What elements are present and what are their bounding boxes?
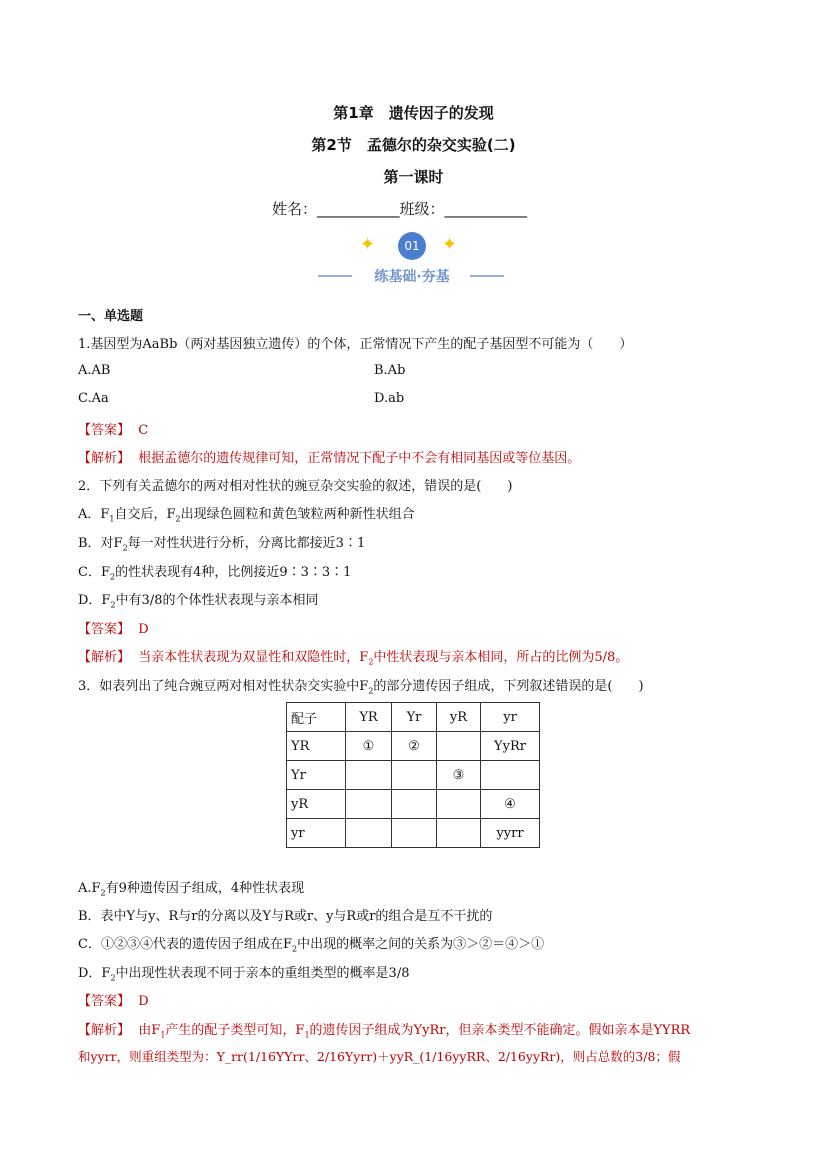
q2-option-c: C．$F_2$的性状表现有4种，比例接近9∶3∶3∶1	[78, 565, 352, 582]
q1-stem: 1.基因型为AaBb（两对基因独立遗传）的个体，正常情况下产生的配子基因型不可能为（ ）	[78, 337, 633, 352]
table-row	[287, 790, 540, 819]
q3-option-b: B．表中Y与y、R与r的分离以及Y与R或r、y与R或r的组合是互不干扰的	[78, 909, 493, 924]
name-label: 姓名：	[272, 200, 318, 218]
class-field[interactable]: ___________	[444, 200, 528, 218]
q2-stem: 2．下列有关孟德尔的两对相对性状的豌豆杂交实验的叙述，错误的是( )	[78, 479, 513, 494]
q3-option-a: $A.F_2$有9种遗传因子组成，4种性状表现	[78, 881, 305, 898]
table-cell	[392, 761, 437, 790]
table-cell: Yr	[392, 703, 437, 732]
q3-option-c: C．①②③④代表的遗传因子组成在$F_2$中出现的概率之间的关系为③＞②＝④＞①	[78, 937, 545, 954]
q2-answer: 【答案】 D	[78, 622, 149, 637]
table-cell	[392, 790, 437, 819]
table-row	[287, 703, 540, 732]
table-cell	[437, 732, 481, 761]
q1-option-b: B.Ab	[374, 363, 406, 378]
q1-answer	[78, 419, 148, 438]
table-cell	[346, 790, 392, 819]
table-cell: ④	[481, 790, 540, 819]
section-title: 第2节 孟德尔的杂交实验(二)	[311, 136, 516, 154]
table-cell: yr	[481, 703, 540, 732]
banner-text: 练基础·夯基	[374, 269, 450, 285]
banner-number-badge: 01	[398, 232, 426, 260]
table-cell: yr	[287, 819, 346, 848]
table-row	[287, 761, 540, 790]
q3-stem: 3．如表列出了纯合豌豆两对相对性状杂交实验中$F_2$的部分遗传因子组成，下列叙述错误的是( )	[78, 679, 644, 696]
divider	[470, 275, 504, 277]
q2-option-a: A．$F_1$自交后，$F_2$出现绿色圆粒和黄色皱粒两种新性状组合	[78, 507, 415, 524]
answer-label: 【答案】	[78, 423, 131, 438]
q3-analysis-line1: 【解析】 由$F_1$产生的配子类型可知，$F_1$的遗传因子组成为YyRr，但亲本类型不能确定。假如亲本是YYRR	[78, 1023, 691, 1040]
table-cell	[392, 819, 437, 848]
q3-analysis-line2: 和yyrr，则重组类型为：Y_rr(1/16YYrr、2/16Yyrr)＋yyR_(1/16yyRR、2/16yyRr)，则占总数的3/8；假	[78, 1049, 681, 1064]
table-row	[287, 819, 540, 848]
lesson-title: 第一课时	[383, 168, 444, 186]
table-cell: YR	[346, 703, 392, 732]
q1-analysis	[78, 447, 580, 466]
q2-analysis: 【解析】 当亲本性状表现为双显性和双隐性时，$F_2$中性状表现与亲本相同，所占的比例为5/8。	[78, 650, 629, 667]
table-cell	[346, 761, 392, 790]
divider	[318, 275, 352, 277]
q3-option-d: D．$F_2$中出现性状表现不同于亲本的重组类型的概率是3/8	[78, 966, 410, 983]
q3-answer: 【答案】 D	[78, 994, 149, 1009]
section-banner	[310, 232, 510, 288]
table-cell: YR	[287, 732, 346, 761]
table-cell: ①	[346, 732, 392, 761]
q1-option-a: A.AB	[78, 363, 111, 378]
section-heading: 一、单选题	[78, 309, 144, 324]
table-cell: yR	[287, 790, 346, 819]
name-field[interactable]: ___________	[317, 200, 400, 218]
chapter-title: 第1章 遗传因子的发现	[333, 104, 494, 122]
table-cell	[437, 790, 481, 819]
table-cell: ②	[392, 732, 437, 761]
star-icon: ✦	[442, 234, 458, 255]
answer-value: C	[138, 423, 149, 438]
analysis-text: 根据孟德尔的遗传规律可知，正常情况下配子中不会有相同基因或等位基因。	[138, 451, 581, 466]
table-cell: YyRr	[481, 732, 540, 761]
name-class-line	[272, 198, 527, 219]
table-cell: yyrr	[481, 819, 540, 848]
analysis-label: 【解析】	[78, 451, 131, 466]
table-cell: ③	[437, 761, 481, 790]
q1-option-d: D.ab	[374, 391, 405, 406]
table-cell	[346, 819, 392, 848]
q2-option-d: D．$F_2$中有3/8的个体性状表现与亲本相同	[78, 593, 319, 610]
q2-option-b: B．对$F_2$每一对性状进行分析，分离比都接近3∶1	[78, 536, 366, 553]
table-cell: yR	[437, 703, 481, 732]
table-row	[287, 732, 540, 761]
gamete-table	[286, 702, 540, 848]
class-label: 班级：	[399, 200, 445, 218]
table-cell	[481, 761, 540, 790]
table-cell: 配子	[287, 703, 346, 732]
table-cell	[437, 819, 481, 848]
star-icon: ✦	[360, 234, 376, 255]
table-cell: Yr	[287, 761, 346, 790]
q1-option-c: C.Aa	[78, 391, 109, 406]
